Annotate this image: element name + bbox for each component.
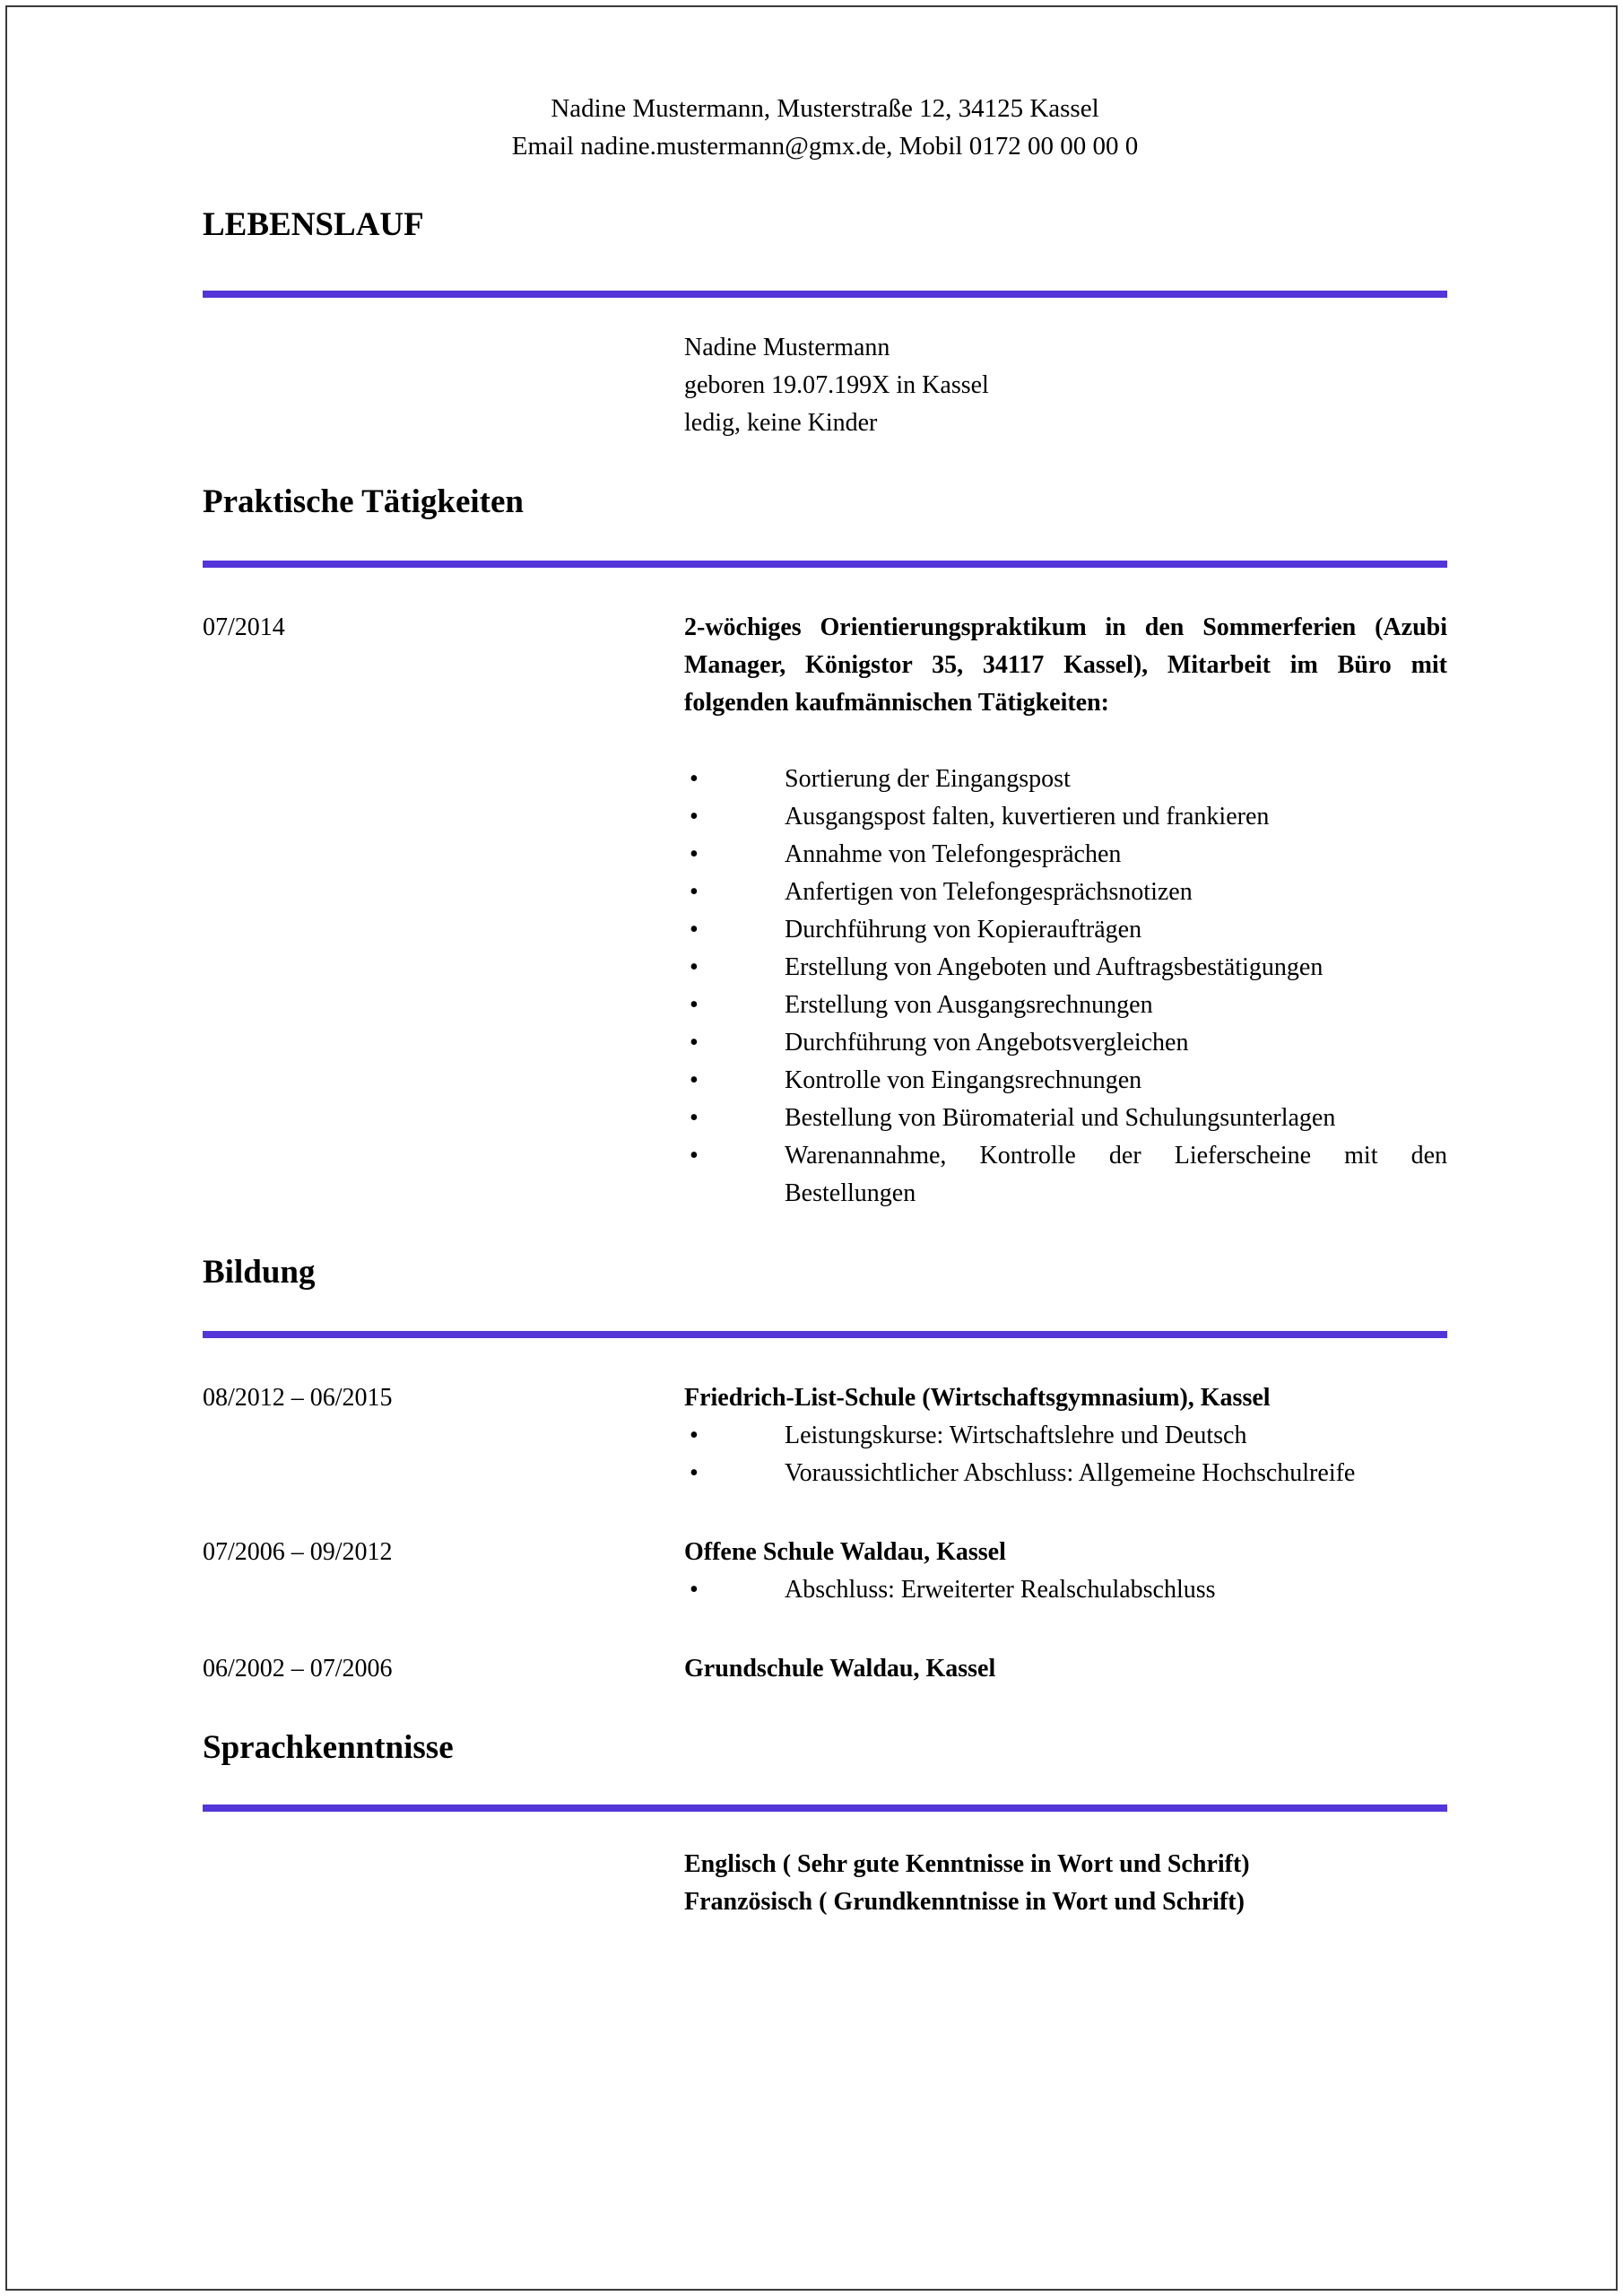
school-name: Friedrich-List-Schule (Wirtschaftsgymnasium), Kassel (684, 1384, 1271, 1412)
entry-content (684, 1379, 1447, 1492)
education-entry (203, 1379, 1447, 1492)
education-detail-item: • Abschluss: Erweiterter Realschulabschluss (684, 1571, 1447, 1609)
task-item: • Durchführung von Kopieraufträgen (684, 911, 1447, 949)
entry-date: 06/2002 – 07/2006 (203, 1655, 393, 1683)
personal-name: Nadine Mustermann (684, 334, 890, 361)
personal-birth: geboren 19.07.199X in Kassel (684, 371, 989, 399)
task-list (684, 761, 1447, 1213)
cv-title: LEBENSLAUF (203, 206, 424, 243)
contact-email-phone-line: Email nadine.mustermann@gmx.de, Mobil 0172 00 00 00 0 (511, 132, 1139, 161)
education-divider (203, 1331, 1447, 1338)
task-item: • Anfertigen von Telefongesprächsnotizen (684, 874, 1447, 911)
personal-status: ledig, keine Kinder (684, 409, 878, 437)
title-divider (203, 291, 1447, 298)
experience-entry (203, 609, 1447, 1213)
task-item: • Sortierung der Eingangspost (684, 761, 1447, 798)
entry-date: 07/2006 – 09/2012 (203, 1538, 393, 1566)
languages-divider (203, 1805, 1447, 1812)
school-name: Grundschule Waldau, Kassel (684, 1655, 996, 1683)
language-item-english: Englisch ( Sehr gute Kenntnisse in Wort und Schrift) (684, 1850, 1250, 1878)
task-item: • Kontrolle von Eingangsrechnungen (684, 1062, 1447, 1100)
personal-info (684, 329, 1447, 442)
entry-content (684, 1650, 1447, 1688)
education-entry (203, 1650, 1447, 1688)
language-item-french: Französisch ( Grundkenntnisse in Wort und Schrift) (684, 1888, 1245, 1916)
education-entry (203, 1534, 1447, 1609)
education-detail-item: • Voraussichtlicher Abschluss: Allgemeine Hochschulreife (684, 1455, 1447, 1492)
task-item: • Erstellung von Angeboten und Auftragsbestätigungen (684, 949, 1447, 987)
task-item: • Ausgangspost falten, kuvertieren und frankieren (684, 798, 1447, 836)
section-heading-experience: Praktische Tätigkeiten (203, 483, 524, 520)
education-detail-list (684, 1571, 1447, 1609)
task-item: • Bestellung von Büromaterial und Schulungsunterlagen (684, 1100, 1447, 1137)
contact-address-line: Nadine Mustermann, Musterstraße 12, 34125 Kassel (551, 94, 1099, 123)
task-item: • Erstellung von Ausgangsrechnungen (684, 987, 1447, 1024)
entry-intro: 2-wöchiges Orientierungspraktikum in den Sommerferien (Azubi Manager, Königstor 35, 34117 Kassel), Mitarbeit im Büro mit folgenden kaufmännischen Tätigkeiten: (684, 613, 1447, 717)
entry-date: 07/2014 (203, 613, 285, 641)
languages-list (684, 1846, 1447, 1921)
task-item: • Durchführung von Angebotsvergleichen (684, 1024, 1447, 1062)
task-item: • Annahme von Telefongesprächen (684, 836, 1447, 874)
contact-header (203, 90, 1447, 165)
education-detail-list (684, 1417, 1447, 1492)
experience-divider (203, 561, 1447, 568)
entry-content (684, 1534, 1447, 1609)
task-item: • Warenannahme, Kontrolle der Lieferscheine mit den Bestellungen (684, 1137, 1447, 1213)
entry-date: 08/2012 – 06/2015 (203, 1384, 393, 1412)
section-heading-education: Bildung (203, 1254, 316, 1291)
section-heading-languages: Sprachkenntnisse (203, 1729, 454, 1766)
entry-content (684, 609, 1447, 1213)
education-detail-item: • Leistungskurse: Wirtschaftslehre und Deutsch (684, 1417, 1447, 1455)
school-name: Offene Schule Waldau, Kassel (684, 1538, 1006, 1566)
